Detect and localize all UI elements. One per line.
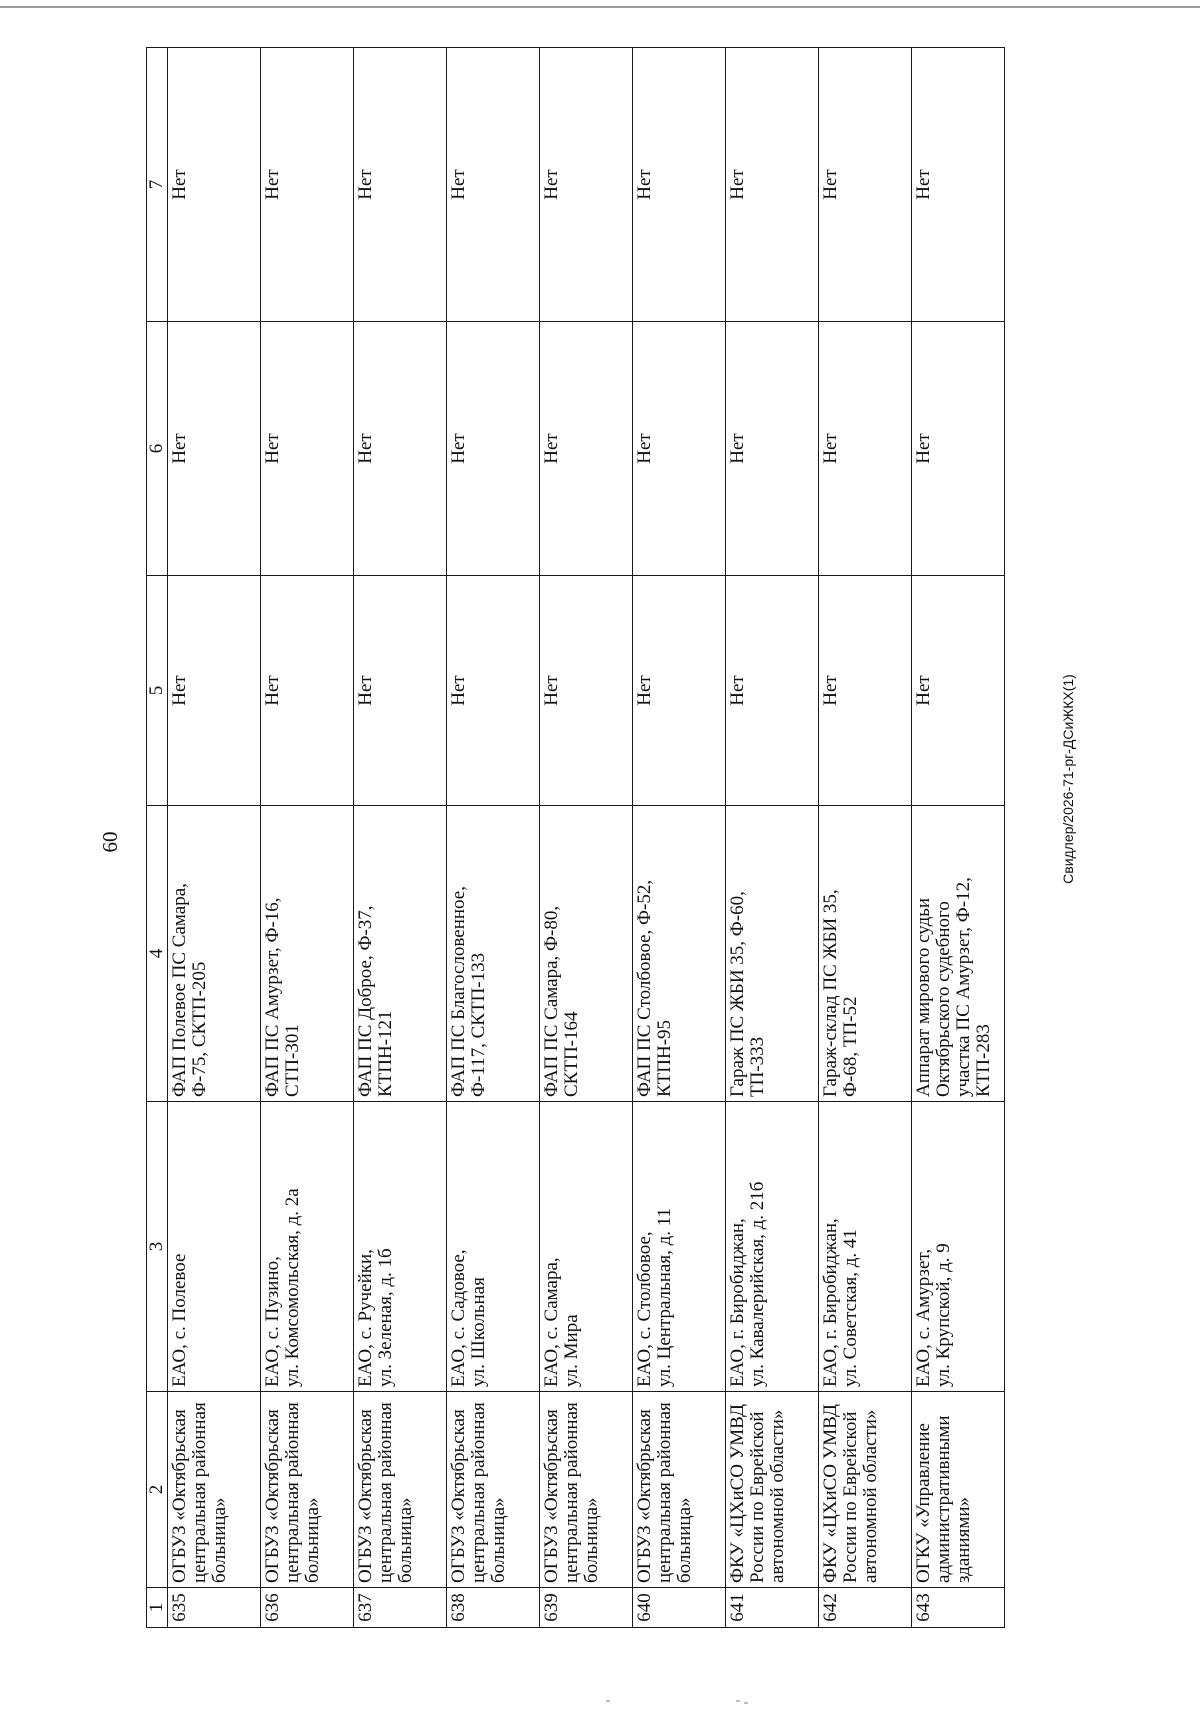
flag-cell-c5: Нет xyxy=(447,576,540,806)
cell-line: ЕАО, с. Полевое xyxy=(169,1253,190,1387)
cell-line: ФАП ПС Амурзет, Ф-16, xyxy=(262,897,283,1097)
column-header: 5 xyxy=(147,576,168,806)
cell-line: ЕАО, г. Биробиджан, xyxy=(727,1218,748,1387)
cell-line: центральная районная xyxy=(188,1402,210,1583)
cell-line: центральная районная xyxy=(281,1402,303,1583)
flag-cell-c5: Нет xyxy=(540,576,633,806)
cell-line: ОГКУ «Управление xyxy=(913,1423,934,1583)
cell-line: ФКУ «ЦХиСО УМВД xyxy=(820,1403,841,1583)
cell-line: Аппарат мирового судьи xyxy=(913,897,934,1097)
cell-line: ФАП ПС Благословенное, xyxy=(448,886,469,1097)
cell-line: участка ПС Амурзет, Ф-12, xyxy=(952,877,974,1097)
cell-line: больница» xyxy=(673,1497,695,1583)
cell-line: ОГБУЗ «Октябрьская xyxy=(634,1409,655,1583)
table-row xyxy=(726,48,819,1628)
table-row xyxy=(354,48,447,1628)
cell-line: Гараж-склад ПС ЖБИ 35, xyxy=(820,889,841,1097)
object-cell xyxy=(726,806,819,1102)
flag-cell-c6: Нет xyxy=(819,322,912,576)
cell-line: КТП-283 xyxy=(972,1024,994,1097)
cell-line: ОГБУЗ «Октябрьская xyxy=(541,1409,562,1583)
cell-line: СТП-301 xyxy=(281,1024,303,1097)
table-row xyxy=(633,48,726,1628)
address-cell xyxy=(912,1102,1005,1392)
cell-line: центральная районная xyxy=(467,1402,489,1583)
flag-cell-c6: Нет xyxy=(633,322,726,576)
flag-cell-c7: Нет xyxy=(447,48,540,322)
address-cell xyxy=(633,1102,726,1392)
object-cell xyxy=(540,806,633,1102)
cell-line: ОГБУЗ «Октябрьская xyxy=(169,1409,190,1583)
cell-line: ЕАО, с. Ручейки, xyxy=(355,1249,376,1387)
cell-line: больница» xyxy=(487,1497,509,1583)
table-row xyxy=(261,48,354,1628)
flag-cell-c5: Нет xyxy=(912,576,1005,806)
table-container xyxy=(146,48,994,1628)
cell-line: зданиями» xyxy=(952,1496,974,1583)
cell-line: России по Еврейской xyxy=(839,1411,861,1583)
cell-line: Ф-68, ТП-52 xyxy=(839,996,861,1097)
scan-speck xyxy=(736,1700,740,1702)
flag-cell-c7: Нет xyxy=(540,48,633,322)
organization-cell xyxy=(819,1392,912,1588)
cell-line: автономной области» xyxy=(766,1409,788,1583)
cell-line: центральная районная xyxy=(374,1402,396,1583)
row-number-cell: 642 xyxy=(819,1588,912,1628)
scan-speck xyxy=(744,1702,748,1704)
address-cell xyxy=(168,1102,261,1392)
table-row xyxy=(819,48,912,1628)
flag-cell-c6: Нет xyxy=(354,322,447,576)
cell-line: больница» xyxy=(580,1497,602,1583)
cell-line: ОГБУЗ «Октябрьская xyxy=(355,1409,376,1583)
cell-line: ФАП Полевое ПС Самара, xyxy=(169,883,190,1097)
organization-cell xyxy=(354,1392,447,1588)
flag-cell-c5: Нет xyxy=(726,576,819,806)
object-cell xyxy=(354,806,447,1102)
cell-line: ЕАО, г. Биробиджан, xyxy=(820,1218,841,1387)
flag-cell-c6: Нет xyxy=(261,322,354,576)
object-cell xyxy=(261,806,354,1102)
cell-line: ОГБУЗ «Октябрьская xyxy=(262,1409,283,1583)
cell-line: ул. Комсомольская, д. 2а xyxy=(281,1188,303,1387)
table-row xyxy=(168,48,261,1628)
table-row xyxy=(540,48,633,1628)
flag-cell-c6: Нет xyxy=(447,322,540,576)
cell-line: Гараж ПС ЖБИ 35, Ф-60, xyxy=(727,891,748,1097)
flag-cell-c7: Нет xyxy=(633,48,726,322)
cell-line: ЕАО, с. Амурзет, xyxy=(913,1248,934,1387)
row-number-cell: 635 xyxy=(168,1588,261,1628)
flag-cell-c5: Нет xyxy=(633,576,726,806)
flag-cell-c5: Нет xyxy=(354,576,447,806)
organization-cell xyxy=(540,1392,633,1588)
cell-line: автономной области» xyxy=(859,1409,881,1583)
flag-cell-c7: Нет xyxy=(261,48,354,322)
cell-line: России по Еврейской xyxy=(746,1411,768,1583)
cell-line: административными xyxy=(932,1415,954,1583)
scan-speck xyxy=(606,1700,610,1702)
cell-line: ул. Зеленая, д. 1б xyxy=(374,1248,396,1387)
column-header: 3 xyxy=(147,1102,168,1392)
organization-cell xyxy=(447,1392,540,1588)
row-number-cell: 638 xyxy=(447,1588,540,1628)
cell-line: центральная районная xyxy=(653,1402,675,1583)
flag-cell-c7: Нет xyxy=(912,48,1005,322)
cell-line: ЕАО, с. Пузино, xyxy=(262,1256,283,1387)
cell-line: КТПН-95 xyxy=(653,1019,675,1097)
row-number-cell: 643 xyxy=(912,1588,1005,1628)
address-cell xyxy=(261,1102,354,1392)
cell-line: ФАП ПС Доброе, Ф-37, xyxy=(355,905,376,1097)
flag-cell-c6: Нет xyxy=(912,322,1005,576)
row-number-cell: 640 xyxy=(633,1588,726,1628)
cell-line: Октябрьского судебного xyxy=(932,901,954,1097)
cell-line: СКТП-164 xyxy=(560,1011,582,1097)
cell-line: ул. Крупской, д. 9 xyxy=(932,1243,954,1387)
flag-cell-c7: Нет xyxy=(819,48,912,322)
organization-cell xyxy=(168,1392,261,1588)
document-code: Свидлер/2026-71-рг-ДСиЖКХ(1) xyxy=(1060,674,1076,884)
cell-line: Ф-75, СКТП-205 xyxy=(188,961,210,1097)
data-table xyxy=(146,47,1005,1628)
cell-line: ЕАО, с. Столбовое, xyxy=(634,1231,655,1387)
column-header: 2 xyxy=(147,1392,168,1588)
cell-line: ТП-333 xyxy=(746,1036,768,1097)
cell-line: ул. Кавалерийская, д. 21б xyxy=(746,1181,768,1387)
scan-top-rule xyxy=(0,6,1200,8)
table-row xyxy=(447,48,540,1628)
flag-cell-c5: Нет xyxy=(819,576,912,806)
cell-line: Ф-117, СКТП-133 xyxy=(467,952,489,1097)
flag-cell-c6: Нет xyxy=(168,322,261,576)
object-cell xyxy=(912,806,1005,1102)
organization-cell xyxy=(633,1392,726,1588)
object-cell xyxy=(633,806,726,1102)
cell-line: ОГБУЗ «Октябрьская xyxy=(448,1409,469,1583)
object-cell xyxy=(168,806,261,1102)
address-cell xyxy=(447,1102,540,1392)
object-cell xyxy=(819,806,912,1102)
flag-cell-c7: Нет xyxy=(726,48,819,322)
cell-line: ул. Центральная, д. 11 xyxy=(653,1207,675,1387)
cell-line: ул. Советская, д. 41 xyxy=(839,1229,861,1387)
cell-line: ФАП ПС Столбовое, Ф-52, xyxy=(634,879,655,1097)
organization-cell xyxy=(261,1392,354,1588)
address-cell xyxy=(354,1102,447,1392)
flag-cell-c7: Нет xyxy=(354,48,447,322)
address-cell xyxy=(540,1102,633,1392)
cell-line: центральная районная xyxy=(560,1402,582,1583)
organization-cell xyxy=(912,1392,1005,1588)
cell-line: ЕАО, с. Садовое, xyxy=(448,1249,469,1387)
cell-line: ФКУ «ЦХиСО УМВД xyxy=(727,1403,748,1583)
table-header-row xyxy=(147,48,168,1628)
row-number-cell: 637 xyxy=(354,1588,447,1628)
flag-cell-c5: Нет xyxy=(261,576,354,806)
row-number-cell: 636 xyxy=(261,1588,354,1628)
row-number-cell: 641 xyxy=(726,1588,819,1628)
flag-cell-c7: Нет xyxy=(168,48,261,322)
object-cell xyxy=(447,806,540,1102)
flag-cell-c6: Нет xyxy=(540,322,633,576)
page-number: 60 xyxy=(98,831,122,853)
column-header: 7 xyxy=(147,48,168,322)
address-cell xyxy=(819,1102,912,1392)
address-cell xyxy=(726,1102,819,1392)
cell-line: ул. Школьная xyxy=(467,1277,489,1387)
organization-cell xyxy=(726,1392,819,1588)
cell-line: больница» xyxy=(394,1497,416,1583)
cell-line: больница» xyxy=(301,1497,323,1583)
cell-line: ул. Мира xyxy=(560,1314,582,1387)
cell-line: ФАП ПС Самара, Ф-80, xyxy=(541,905,562,1097)
cell-line: КТПН-121 xyxy=(374,1010,396,1097)
cell-line: больница» xyxy=(208,1497,230,1583)
column-header: 6 xyxy=(147,322,168,576)
flag-cell-c6: Нет xyxy=(726,322,819,576)
flag-cell-c5: Нет xyxy=(168,576,261,806)
column-header: 4 xyxy=(147,806,168,1102)
row-number-cell: 639 xyxy=(540,1588,633,1628)
table-row xyxy=(912,48,1005,1628)
cell-line: ЕАО, с. Самара, xyxy=(541,1257,562,1387)
column-header: 1 xyxy=(147,1588,168,1628)
